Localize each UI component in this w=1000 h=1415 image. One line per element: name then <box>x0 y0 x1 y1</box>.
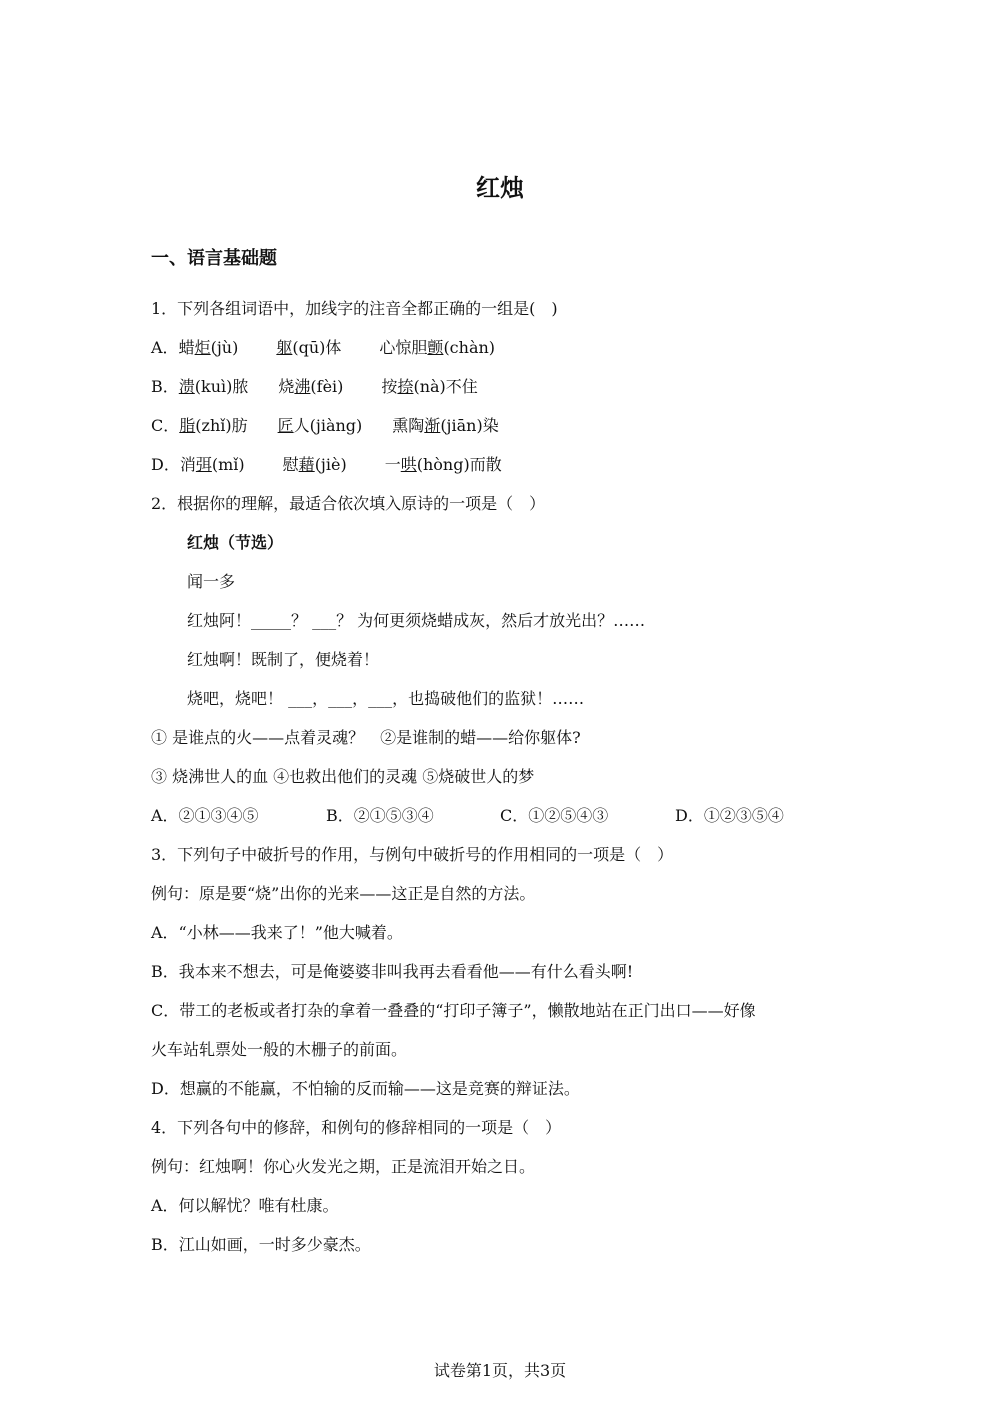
q1-option-d: D．消弭(mǐ) 慰藉(jiè) 一哄(hòng)而散 <box>151 455 502 474</box>
underlined-char: 脂 <box>179 416 196 435</box>
q3-option-b: B．我本来不想去，可是俺婆婆非叫我再去看看他——有什么看头啊! <box>151 962 634 981</box>
underlined-char: 哄 <box>400 455 417 474</box>
underlined-char: 炬 <box>194 338 211 357</box>
q2-choices-line-1: ① 是谁点的火——点着灵魂？ ②是谁制的蜡——给你躯体? <box>151 728 581 747</box>
underlined-char: 渐 <box>424 416 441 435</box>
q4-option-a: A．何以解忧？唯有杜康。 <box>151 1196 339 1215</box>
q3-option-a: A．“小林——我来了！”他大喊着。 <box>151 923 403 942</box>
option-label: D． <box>151 455 180 474</box>
page-title: 红烛 <box>476 174 524 202</box>
q2-option-b: B．②①⑤③④ <box>326 806 434 825</box>
q4-example: 例句：红烛啊！你心火发光之期，正是流泪开始之日。 <box>151 1157 536 1176</box>
q2-option-d: D．①②③⑤④ <box>675 806 784 825</box>
option-label: A． <box>151 338 179 357</box>
section-heading: 一、语言基础题 <box>151 248 277 269</box>
underlined-char: 匠 <box>277 416 294 435</box>
q2-option-c: C．①②⑤④③ <box>500 806 609 825</box>
q3-option-c-line-1: C．带工的老板或者打杂的拿着一叠叠的“打印子簿子”，懒散地站在正门出口——好像 <box>151 1001 756 1020</box>
question-1-stem: 1．下列各组词语中，加线字的注音全都正确的一组是( ) <box>151 299 558 318</box>
underlined-char: 躯 <box>276 338 293 357</box>
underlined-char: 溃 <box>178 377 195 396</box>
poem-line-3: 烧吧，烧吧！ ___，___，___，也捣破他们的监狱！…… <box>187 689 585 708</box>
underlined-char: 捺 <box>397 377 414 396</box>
poem-line-1: 红烛阿！_____？ ___？ 为何更须烧蜡成灰，然后才放光出？…… <box>187 611 646 630</box>
option-label: B． <box>151 377 179 396</box>
q1-option-a: A．蜡炬(jù) 躯(qū)体 心惊胆颤(chàn) <box>151 338 496 357</box>
q2-choices-line-2: ③ 烧沸世人的血 ④也救出他们的灵魂 ⑤烧破世人的梦 <box>151 767 535 786</box>
poem-author: 闻一多 <box>187 572 236 591</box>
question-3-stem: 3．下列句子中破折号的作用，与例句中破折号的作用相同的一项是（ ） <box>151 845 674 864</box>
question-2-stem: 2．根据你的理解，最适合依次填入原诗的一项是（ ） <box>151 494 546 513</box>
q1-option-c: C．脂(zhǐ)肪 匠人(jiàng) 熏陶渐(jiān)染 <box>151 416 499 435</box>
poem-title: 红烛（节选） <box>187 533 284 552</box>
page-footer: 试卷第1页，共3页 <box>433 1361 567 1380</box>
q3-option-d: D．想赢的不能赢，不怕输的反而输——这是竞赛的辩证法。 <box>151 1079 580 1098</box>
q3-option-c-line-2: 火车站轧票处一般的木栅子的前面。 <box>151 1040 408 1059</box>
underlined-char: 颤 <box>427 338 444 357</box>
underlined-char: 沸 <box>294 377 311 396</box>
option-label: C． <box>151 416 180 435</box>
poem-line-2: 红烛啊！既制了，便烧着！ <box>187 650 380 669</box>
q2-option-a: A．②①③④⑤ <box>151 806 259 825</box>
underlined-char: 藉 <box>298 455 315 474</box>
underlined-char: 弭 <box>195 455 212 474</box>
q4-option-b: B．江山如画，一时多少豪杰。 <box>151 1235 371 1254</box>
q3-example: 例句：原是要“烧”出你的光来——这正是自然的方法。 <box>151 884 536 903</box>
question-4-stem: 4．下列各句中的修辞，和例句的修辞相同的一项是（ ） <box>151 1118 562 1137</box>
q1-option-b: B．溃(kuì)脓 烧沸(fèi) 按捺(nà)不住 <box>151 377 478 396</box>
